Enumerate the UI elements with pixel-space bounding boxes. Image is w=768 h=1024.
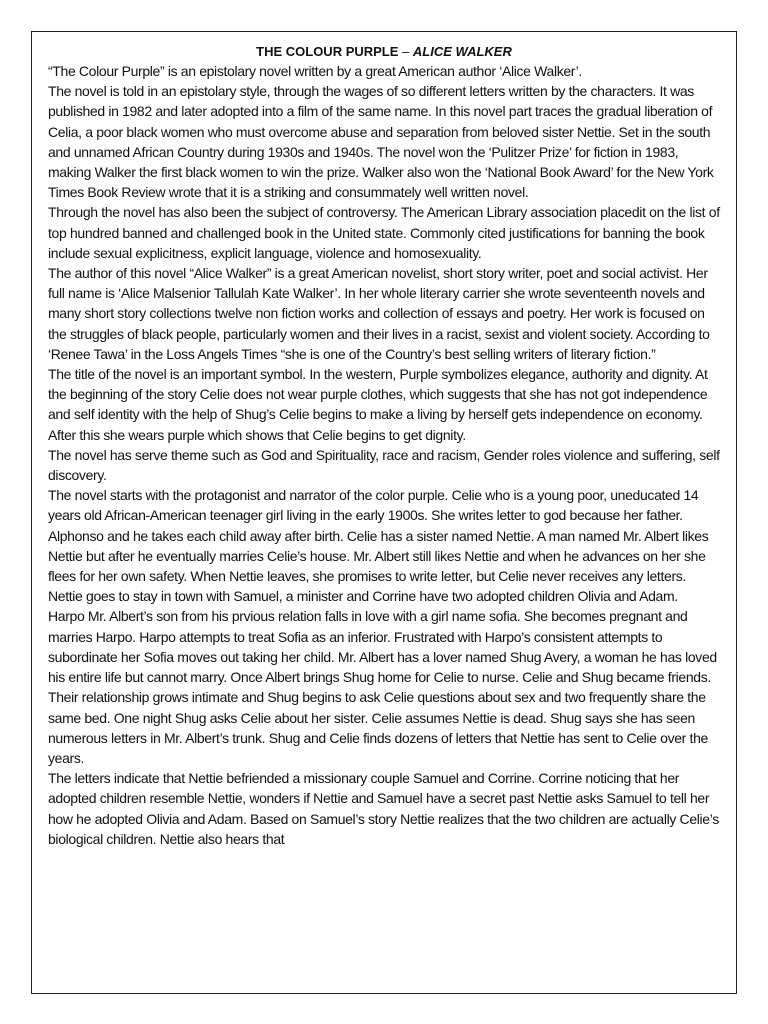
paragraph-title-symbol: The title of the novel is an important symbol. In the western, Purple symbolizes elegance, authority and dignity. At the beginning of the story Celie does not wear purple clothes, which suggests that she has not got independence and self identity with the help of Shug’s Celie begins to make a living by herself gets independence on economy. After this she wears purple which shows that Celie begins to get dignity. [48, 366, 708, 443]
paragraph-author: The author of this novel “Alice Walker” is a great American novelist, short story writer, poet and social activist. Her full name is ‘Alice Malsenior Tallulah Kate Walker’. In her whole literary carrier she wrote seventeenth novels and many short story collections twelve non fiction works and collection of essays and poetry. Her work is focused on the struggles of black people, particularly women and their lives in a racist, sexist and violent society. According to ‘Renee Tawa’ in the Loss Angels Times “she is one of the Country’s best selling writers of literary fiction.” [48, 265, 710, 362]
paragraph-plot-start: The novel starts with the protagonist and narrator of the color purple. Celie who is a young poor, uneducated 14 years old African-American teenager girl living in the early 1900s. She writes letter to god because her father. Alphonso and he takes each child away after birth. Celie has a sister named Nettie. A man named Mr. Albert likes Nettie but after he eventually marries Celie’s house. Mr. Albert still likes Nettie and when he advances on her she flees for her own safety. When Nettie leaves, she promises to write letter, but Celie never receives any letters. Nettie goes to stay in town with Samuel, a minister and Corrine have two adopted children Olivia and Adam. [48, 487, 709, 605]
paragraph-overview: The novel is told in an epistolary style, through the wages of so different letters written by the characters. It was published in 1982 and later adopted into a film of the same name. In this novel part traces the gradual liberation of Celia, a poor black women who must overcome abuse and separation from beloved sister Nettie. Set in the south and unnamed African Country during 1930s and 1940s. The novel won the ‘Pulitzer Prize’ for fiction in 1983, making Walker the first black women to win the prize. Walker also won the ‘National Book Award’ for the New York Times Book Review wrote that it is a striking and consummately well written novel. [48, 83, 714, 201]
document-body [48, 61, 720, 849]
paragraph-themes: The novel has serve theme such as God and Spirituality, race and racism, Gender roles violence and suffering, self discovery. [48, 446, 720, 484]
title-separator: – [398, 44, 413, 59]
paragraph-harpo: Harpo Mr. Albert’s son from his prvious relation falls in love with a girl name sofia. She becomes pregnant and marries Harpo. Harpo attempts to treat Sofia as an inferior. Frustrated with Harpo’s consistent attempts to subordinate her Sofia moves out taking her child. Mr. Albert has a lover named Shug Avery, a woman he has loved his entire life but cannot marry. Once Albert brings Shug home for Celie to nurse. Celie and Shug became friends. Their relationship grows intimate and Shug begins to ask Celie questions about sex and two frequently share the same bed. One night Shug asks Celie about her sister. Celie assumes Nettie is dead. Shug says she has seen numerous letters in Mr. Albert’s trunk. Shug and Celie finds dozens of letters that Nettie has sent to Celie over the years. [48, 608, 717, 766]
document-title [48, 43, 720, 61]
title-text: THE COLOUR PURPLE [256, 44, 399, 59]
paragraph-letters: The letters indicate that Nettie befriended a missionary couple Samuel and Corrine. Corrine noticing that her adopted children resemble Nettie, wonders if Nettie and Samuel have a secret past Nettie asks Samuel to tell her how he adopted Olivia and Adam. Based on Samuel’s story Nettie realizes that the two children are actually Celie’s biological children. Nettie also hears that [48, 770, 719, 847]
paragraph-intro: “The Colour Purple” is an epistolary novel written by a great American author ‘Alice Walker’. [48, 63, 582, 79]
author-name: ALICE WALKER [412, 44, 512, 59]
page-frame [31, 31, 737, 994]
paragraph-controversy: Through the novel has also been the subject of controversy. The American Library association placedit on the list of top hundred banned and challenged book in the United state. Commonly cited justifications for banning the book include sexual explicitness, explicit language, violence and homosexuality. [48, 204, 720, 261]
